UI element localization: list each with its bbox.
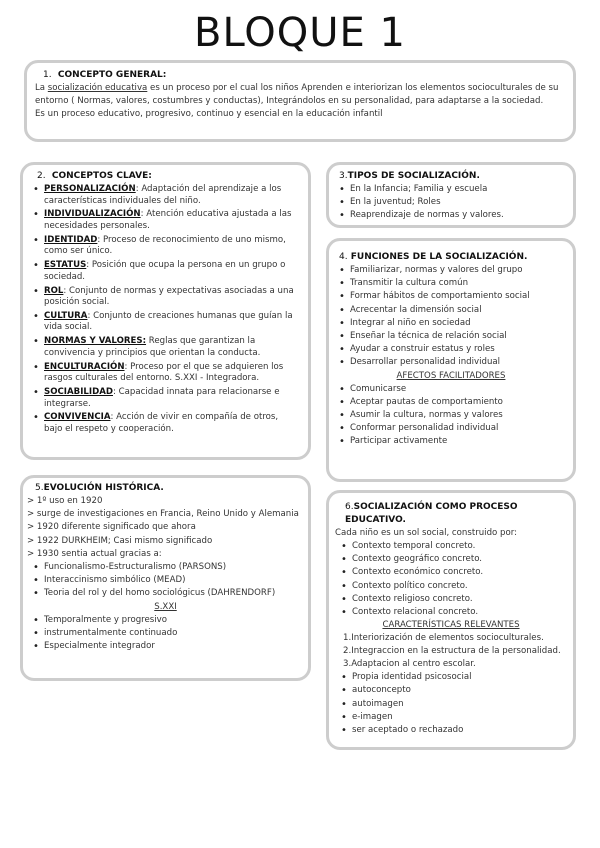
evolucion-heading: 5.EVOLUCIÓN HISTÓRICA.	[35, 483, 164, 493]
list-item: • Acrecentar la dimensión social	[339, 304, 563, 317]
list-item: • Contexto geográfico concreto.	[341, 553, 567, 566]
list-item: • Enseñar la técnica de relación social	[339, 330, 563, 343]
funciones-socializacion-box	[326, 238, 576, 482]
list-item: • Integrar al niño en sociedad	[339, 317, 563, 330]
list-item: • Desarrollar personalidad individual	[339, 356, 563, 369]
concepto-item: • CULTURA: Conjunto de creaciones humanas que guían la vida social.	[33, 311, 298, 334]
conceptos-clave-box	[20, 162, 311, 460]
list-item: • Aceptar pautas de comportamiento	[339, 396, 563, 409]
concepto-item: • SOCIABILIDAD: Capacidad innata para relacionarse e integrarse.	[33, 387, 298, 410]
list-item: • Comunicarse	[339, 383, 563, 396]
list-item: • Contexto económico concreto.	[341, 566, 567, 579]
list-item: • Temporalmente y progresivo	[33, 614, 304, 627]
list-item: • Contexto temporal concreto.	[341, 540, 567, 553]
concepto-item: • ROL: Conjunto de normas y expectativas asociadas a una posición social.	[33, 286, 298, 309]
proceso-educativo-box	[326, 490, 576, 750]
tipos-list	[339, 183, 563, 223]
afectos-list	[339, 383, 563, 449]
page-title: BLOQUE 1	[194, 10, 406, 56]
funciones-heading: 4. FUNCIONES DE LA SOCIALIZACIÓN.	[339, 252, 528, 262]
concepto-item: • INDIVIDUALIZACIÓN: Atención educativa ajustada a las necesidades personales.	[33, 209, 298, 232]
conceptos-clave-heading: 2. CONCEPTOS CLAVE:	[37, 171, 152, 181]
list-item: • Formar hábitos de comportamiento social	[339, 290, 563, 303]
list-item: • Transmitir la cultura común	[339, 277, 563, 290]
list-item: • autoimagen	[341, 698, 567, 711]
concepto-item: • ENCULTURACIÓN: Proceso por el que se adquieren los rasgos culturales del entorno. S.XXI - Integradora.	[33, 362, 298, 385]
proceso-heading: 6.SOCIALIZACIÓN COMO PROCESO EDUCATIVO.	[345, 502, 518, 525]
proceso-intro: Cada niño es un sol social, construido por:	[335, 528, 518, 538]
list-item: • Funcionalismo-Estructuralismo (PARSONS)	[33, 561, 304, 574]
tipos-socializacion-box	[326, 162, 576, 228]
caracteristicas-subheading: CARACTERÍSTICAS RELEVANTES	[382, 620, 520, 631]
list-item: 3.Adaptacion al centro escolar.	[343, 659, 476, 670]
contextos-list	[335, 540, 567, 619]
list-item: • e-imagen	[341, 711, 567, 724]
list-item: • ser aceptado o rechazado	[341, 724, 567, 737]
list-item: • Contexto relacional concreto.	[341, 606, 567, 619]
list-item: • Contexto religioso concreto.	[341, 593, 567, 606]
funciones-list	[339, 264, 563, 370]
concepto-item: • NORMAS Y VALORES: Reglas que garantizan la convivencia y principios que orientan la conducta.	[33, 336, 298, 359]
concepto-general-definition: La socialización educativa es un proceso por el cual los niños Aprenden e interiorizan los elementos socioculturales de su entorno ( Normas, valores, costumbres y conductas), Integrándolos en su personalidad, para adaptarse a la sociedad.	[35, 83, 559, 106]
evolucion-line: > 1º uso en 1920	[27, 496, 103, 506]
list-item: • Interaccinismo simbólico (MEAD)	[33, 574, 304, 587]
list-item: 1.Interiorización de elementos socioculturales.	[343, 633, 544, 644]
list-item: • instrumentalmente continuado	[33, 627, 304, 640]
sxxi-subheading: S.XXI	[154, 601, 177, 612]
list-item: • Reaprendizaje de normas y valores.	[339, 209, 563, 222]
list-item: • Propia identidad psicosocial	[341, 671, 567, 684]
list-item: • En la Infancia; Familia y escuela	[339, 183, 563, 196]
evolucion-line: > 1920 diferente significado que ahora	[27, 522, 196, 533]
socializacion-term: socialización educativa	[47, 83, 148, 93]
concepto-general-heading: 1. CONCEPTO GENERAL:	[43, 70, 167, 80]
list-item: • Ayudar a construir estatus y roles	[339, 343, 563, 356]
evolucion-line: > 1930 sentia actual gracias a:	[27, 548, 162, 559]
caracteristicas-list	[335, 632, 567, 671]
list-item: • Asumir la cultura, normas y valores	[339, 409, 563, 422]
afectos-facilitadores-subheading: AFECTOS FACILITADORES	[396, 370, 506, 381]
list-item: • autoconcepto	[341, 684, 567, 697]
list-item: 2.Integraccion en la estructura de la personalidad.	[343, 646, 561, 657]
concepto-general-box	[24, 60, 576, 142]
list-item: • Conformar personalidad individual	[339, 422, 563, 435]
concepto-item: • ESTATUS: Posición que ocupa la persona en un grupo o sociedad.	[33, 260, 298, 283]
conceptos-clave-list	[33, 184, 298, 436]
tipos-heading: 3.TIPOS DE SOCIALIZACIÓN.	[339, 171, 480, 181]
teorias-list	[27, 561, 304, 601]
evolucion-historica-box	[20, 475, 311, 681]
list-item: • Especialmente integrador	[33, 640, 304, 653]
concepto-item: • CONVIVENCIA: Acción de vivir en compañía de otros, bajo el respeto y cooperación.	[33, 412, 298, 435]
list-item: • Contexto político concreto.	[341, 580, 567, 593]
list-item: • Participar activamente	[339, 435, 563, 448]
list-item: • Familiarizar, normas y valores del grupo	[339, 264, 563, 277]
concepto-item: • PERSONALIZACIÓN: Adaptación del aprendizaje a los características individuales del niño.	[33, 184, 298, 207]
list-item: • En la juventud; Roles	[339, 196, 563, 209]
list-item: • Teoria del rol y del homo sociológicus (DAHRENDORF)	[33, 587, 304, 600]
evolucion-line: > surge de investigaciones en Francia, Reino Unido y Alemania	[27, 509, 299, 520]
identidad-list	[335, 671, 567, 737]
evolucion-line: > 1922 DURKHEIM; Casi mismo significado	[27, 535, 213, 546]
sxxi-list	[27, 614, 304, 654]
concepto-general-summary: Es un proceso educativo, progresivo, continuo y esencial en la educación infantil	[35, 109, 383, 119]
concepto-item: • IDENTIDAD: Proceso de reconocimiento de uno mismo, como ser único.	[33, 235, 298, 258]
